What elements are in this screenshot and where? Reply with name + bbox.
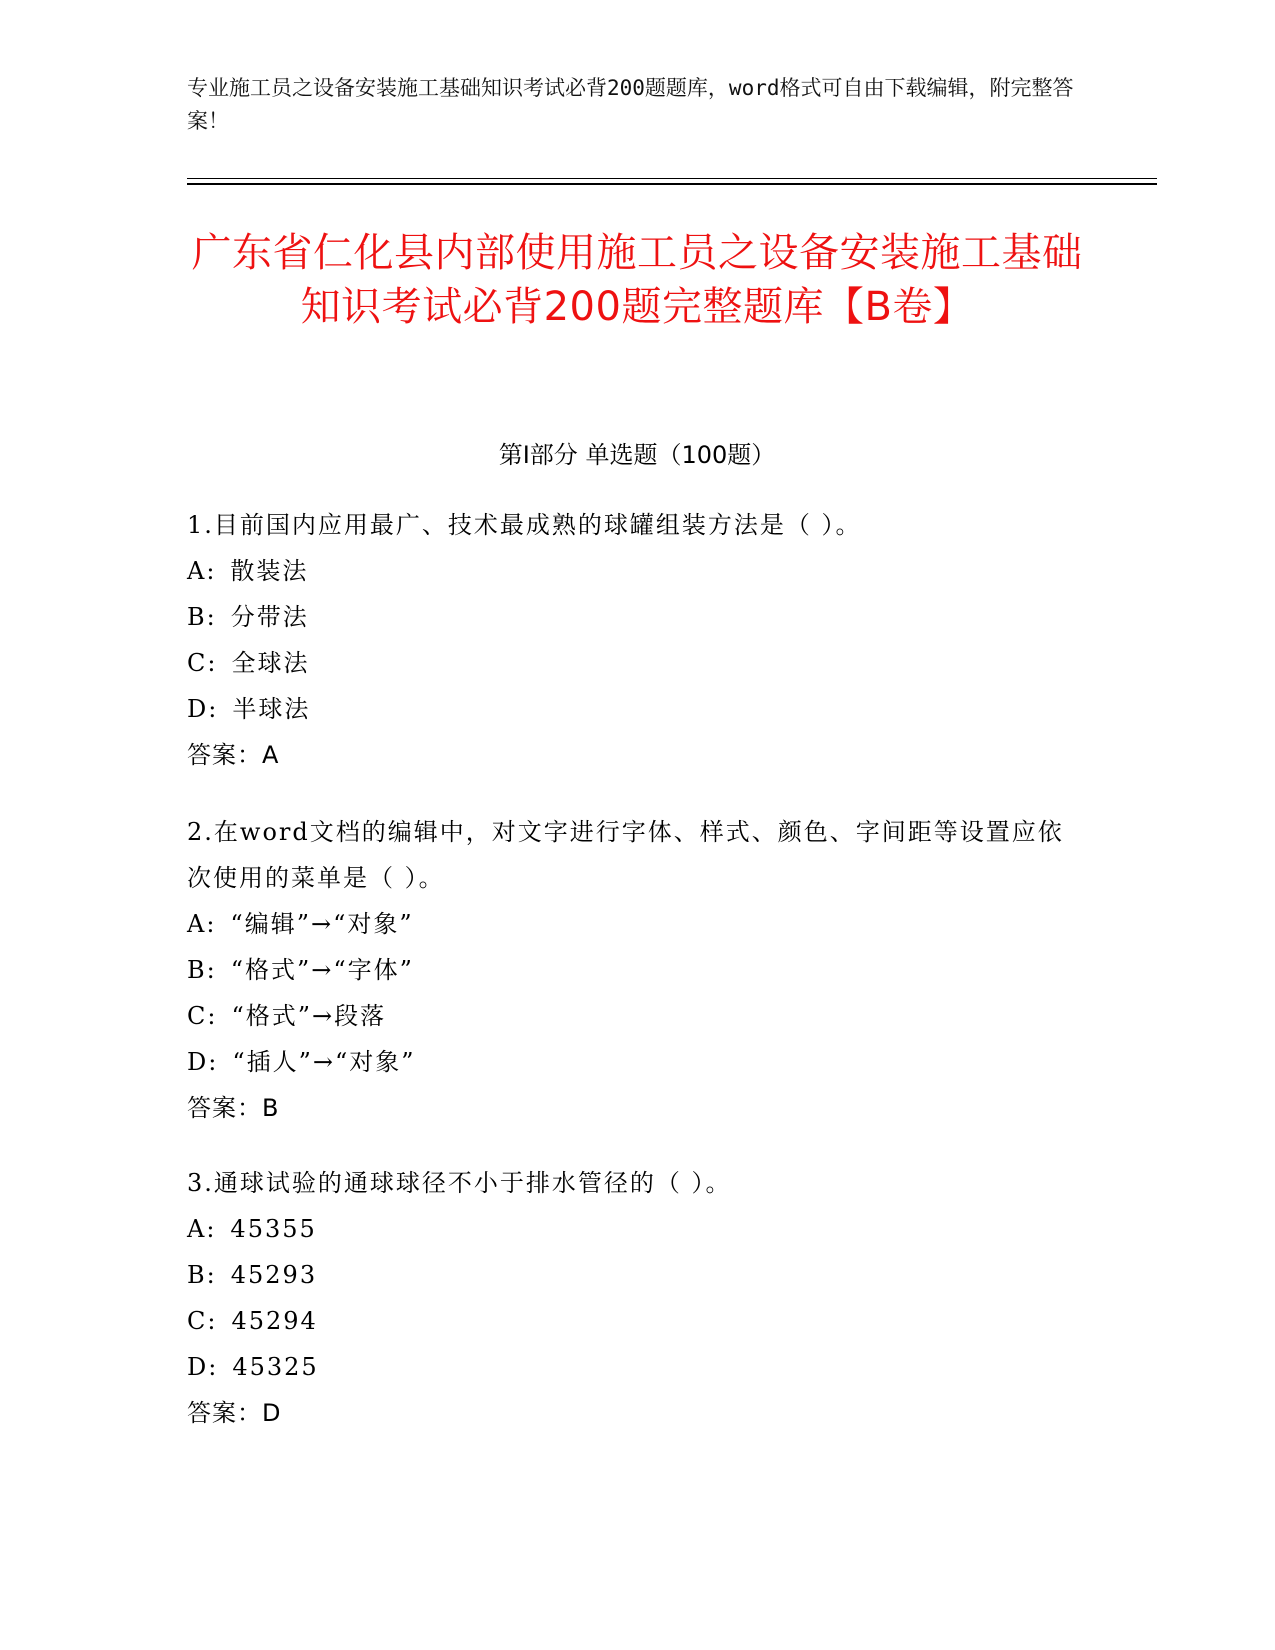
option-text: “插人”→“对象”: [232, 1048, 416, 1076]
option-b: [187, 947, 1087, 993]
option-key: A:: [187, 557, 217, 585]
option-d: [187, 686, 1087, 732]
option-a: [187, 548, 1087, 594]
question-2: [187, 809, 1087, 1131]
header-divider: [187, 178, 1157, 185]
document-title: 广东省仁化县内部使用施工员之设备安装施工基础知识考试必背200题完整题库【B卷】: [191, 230, 1083, 330]
option-key: C:: [187, 649, 218, 677]
option-c: [187, 640, 1087, 686]
option-text: “编辑”→“对象”: [230, 910, 414, 938]
option-key: B:: [187, 603, 217, 631]
option-key: D:: [187, 1048, 219, 1076]
option-key: A:: [187, 1215, 217, 1243]
question-text: 2.在word文档的编辑中，对文字进行字体、样式、颜色、字间距等设置应依次使用的菜单是（ ）。: [187, 818, 1064, 892]
option-c: [187, 1298, 1087, 1344]
option-key: B:: [187, 956, 217, 984]
answer: 答案：D: [187, 1399, 282, 1427]
option-text: “格式”→段落: [231, 1002, 387, 1030]
option-c: [187, 993, 1087, 1039]
option-a: [187, 1206, 1087, 1252]
question-3: [187, 1160, 1087, 1436]
option-text: 45293: [230, 1261, 318, 1289]
option-key: A:: [187, 910, 217, 938]
option-a: [187, 901, 1087, 947]
answer: 答案：B: [187, 1094, 280, 1122]
header-note: 专业施工员之设备安装施工基础知识考试必背200题题库，word格式可自由下载编辑，附完整答案！: [187, 76, 1074, 133]
option-key: C:: [187, 1002, 218, 1030]
option-key: D:: [187, 1353, 219, 1381]
option-key: B:: [187, 1261, 217, 1289]
option-text: 45325: [232, 1353, 319, 1381]
option-text: 全球法: [231, 649, 310, 677]
answer: 答案：A: [187, 741, 280, 769]
question-text: 1.目前国内应用最广、技术最成熟的球罐组装方法是（ ）。: [187, 511, 862, 539]
option-text: “格式”→“字体”: [230, 956, 414, 984]
option-key: D:: [187, 695, 219, 723]
option-text: 散装法: [230, 557, 309, 585]
option-text: 45355: [230, 1215, 317, 1243]
option-key: C:: [187, 1307, 218, 1335]
option-b: [187, 594, 1087, 640]
option-text: 45294: [231, 1307, 318, 1335]
question-1: [187, 502, 1087, 778]
option-text: 半球法: [232, 695, 311, 723]
option-text: 分带法: [230, 603, 309, 631]
option-d: [187, 1344, 1087, 1390]
option-b: [187, 1252, 1087, 1298]
option-d: [187, 1039, 1087, 1085]
question-text: 3.通球试验的通球球径不小于排水管径的（ ）。: [187, 1169, 732, 1197]
section-title: 第Ⅰ部分 单选题（100题）: [498, 441, 776, 469]
